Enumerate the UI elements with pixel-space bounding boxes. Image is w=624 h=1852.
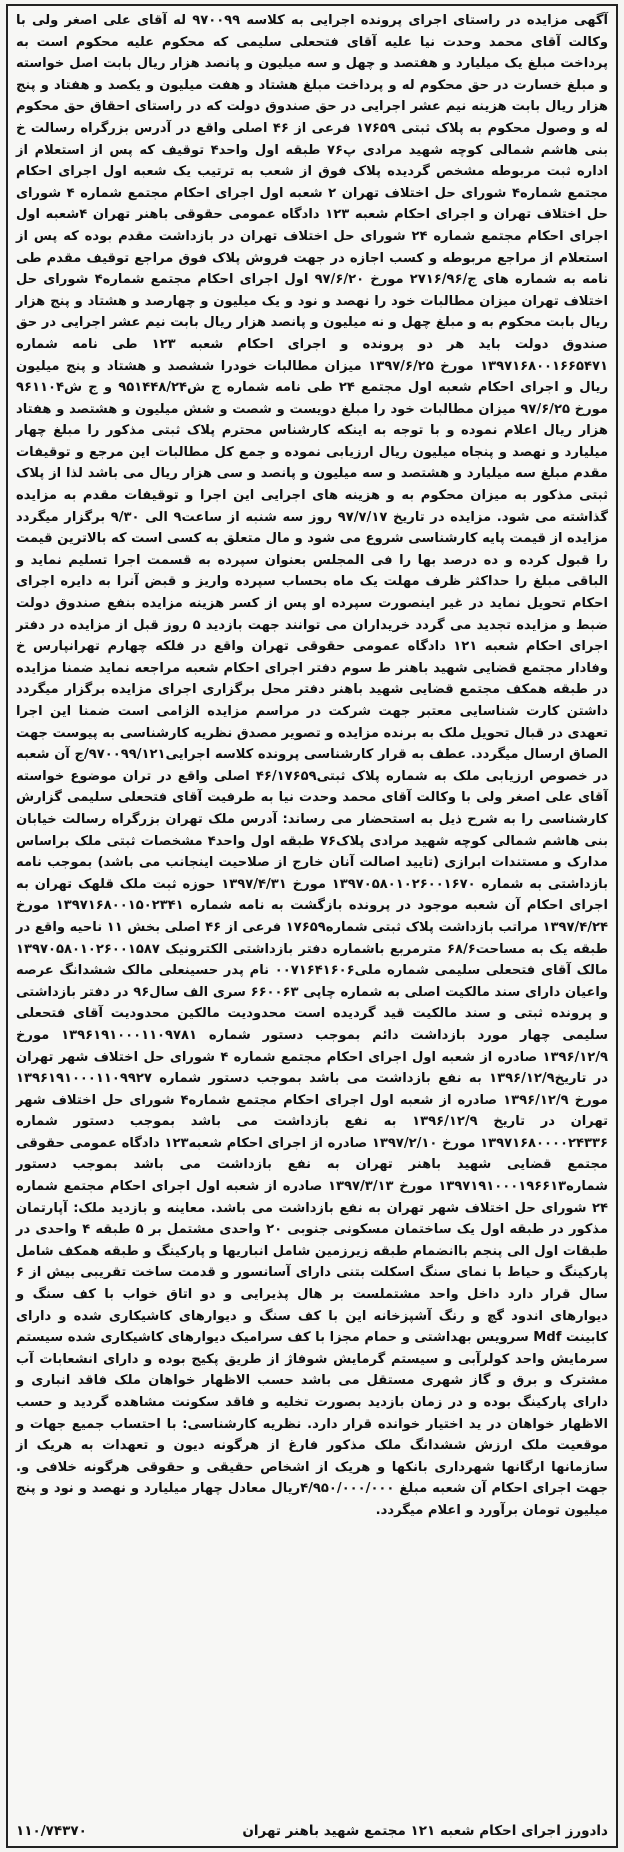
issuer-signature-line: دادورز اجرای احکام شعبه ۱۲۱ مجتمع شهید باهنر تهران [242, 1823, 608, 1839]
notice-body-text: آگهی مزایده در راستای اجرای پرونده اجرایی به کلاسه ۹۷۰۰۹۹ له آقای علی اصغر ولی با وکالت آقای محمد وحدت نیا علیه آقای فتحعلی سلیمی که محکوم علیه محکوم است به پرداخت مبلغ یک میلیارد و هفتصد و چهل و سه میلیون و پانصد هزار ریال بابت اصل خواسته و مبلغ خسارت در حق محکوم له و پرداخت مبلغ هشتاد و هفت میلیون و یکصد و هفتاد و پنج هزار ریال بابت هزینه نیم عشر اجرایی در حق صندوق دولت که در راستای احقاق حق محکوم له و وصول محکوم به پلاک ثبتی ۱۷۶۵۹ فرعی از ۴۶ اصلی واقع در آدرس بزرگراه رسالت خ بنی هاشم شمالی کوچه شهید مرادی پ۷۶ طبقه اول واحد۴ توقیف که پس از استعلام از اداره ثبت مربوطه مشخص گردیده پلاک فوق از شعب به ترتیب یک شعبه اول اجرای احکام مجتمع شماره۴ شورای حل اختلاف تهران ۲ شعبه اول اجرای احکام مجتمع شماره ۴ شورای حل اختلاف تهران و اجرای احکام شعبه ۱۲۳ دادگاه عمومی حقوقی باهنر تهران ۴شعبه اول اجرای احکام مجتمع شماره ۲۴ شورای حل اختلاف تهران در بازداشت مقدم بوده که پس از استعلام از مراجع مربوطه و کسب اجازه در جهت فروش پلاک فوق مراجع توقیف مقدم طی نامه به شماره های ج/۲۷۱۶/۹۶ مورخ ۹۷/۶/۲۰ اول اجرای احکام مجتمع شماره۴ شورای حل اختلاف تهران میزان مطالبات خود را نهصد و نود و یک میلیون و چهارصد و هشتاد و پنج هزار ریال بابت محکوم به و مبلغ چهل و نه میلیون و پانصد هزار ریال بابت نیم عشر اجرایی در حق صندوق دولت باید هر دو پرونده و اجرای احکام شعبه ۱۲۳ طی نامه شماره ۱۳۹۷۱۶۸۰۰۱۶۶۵۴۷۱ مورخ ۱۳۹۷/۶/۲۵ میزان مطالبات خودرا ششصد و هشتاد و پنج میلیون ریال و اجرای احکام شعبه اول مجتمع ۲۴ طی نامه شماره ج ش۹۵۱۴۴۸/۲۴ و ج ش۹۶۱۱۰۴ مورخ ۹۷/۶/۲۵ میزان مطالبات خود را مبلغ دویست و شصت و شش میلیون و هشتصد و هفتاد هزار ریال اعلام نموده و با توجه به اینکه کارشناس محترم پلاک ثبتی مذکور را مبلغ چهار میلیارد و نهصد و پنجاه میلیون ریال ارزیابی نموده و جمع کل مطالبات این مرجع و توقیفات مقدم مبلغ سه میلیارد و هشتصد و سه میلیون و پانصد و سی هزار ریال می باشد لذا از پلاک ثبتی مذکور به میزان محکوم به و هزینه های اجرایی این اجرا و توقیفات مقدم به مزایده گذاشته می شود. مزایده در تاریخ ۹۷/۷/۱۷ روز سه شنبه از ساعت۹ الی ۹/۳۰ برگزار میگردد مزایده از قیمت پایه کارشناسی شروع می شود و مال متعلق به کسی است که بالاترین قیمت را قبول کرده و ده درصد بها را فی المجلس بعنوان سپرده به قسمت اجرا تسلیم نماید و الباقی مبلغ را حداکثر ظرف مهلت یک ماه بحساب سپرده واریز و قبض آنرا به دایره اجرای احکام تحویل نماید در غیر اینصورت سپرده او پس از کسر هزینه مزایده بنفع صندوق دولت ضبط و مزایده تجدید می گردد خریداران می توانند جهت بازدید ۵ روز قبل از مزایده در دفتر اجرای احکام شعبه ۱۲۱ دادگاه عمومی حقوقی تهران واقع در فلکه چهارم تهرانپارس خ وفادار مجتمع قضایی شهید باهنر ط سوم دفتر اجرای احکام شعبه مراجعه نماید ضمنا مزایده در طبقه همکف مجتمع قضایی شهید باهنر دفتر محل برگزاری اجرای مزایده برگزار میگردد داشتن کارت شناسایی معتبر جهت شرکت در مراسم مزایده الزامی است ضمنا این اجرا تعهدی در قبال تحویل ملک به برنده مزایده و تصویر مصدق نظریه کارشناسی به پیوست جهت الصاق ارسال میگردد. عطف به قرار کارشناسی پرونده کلاسه اجرایی۹۷۰۰۹۹/۱۲۱/ج آن شعبه در خصوص ارزیابی ملک به شماره پلاک ثبتی۴۶/۱۷۶۵۹ اصلی واقع در تران موضوع خواسته آقای علی اصغر ولی با وکالت آقای محمد وحدت نیا به طرفیت آقای فتحعلی سلیمی گزارش کارشناسی را به شرح ذیل به استحضار می رساند: آدرس ملک تهران بزرگراه رسالت خیابان بنی هاشم شمالی کوچه شهید مرادی پلاک۷۶ طبقه اول واحد۴ مشخصات ثبتی ملک براساس مدارک و مستندات ابرازی (تایید اصالت آنان خارج از صلاحیت اینجانب می باشد) بموجب نامه بازداشتی به شماره ۱۳۹۷۰۵۸۰۱۰۲۶۰۰۱۶۷۰ مورخ ۱۳۹۷/۴/۳۱ حوزه ثبت ملک قلهک تهران به اجرای احکام آن شعبه موجود در پرونده بازگشت به نامه شماره ۱۳۹۷۱۶۸۰۰۱۵۰۲۳۴۱ مورخ ۱۳۹۷/۴/۲۴ مراتب بازداشت پلاک ثبتی شماره۱۷۶۵۹ فرعی از ۴۶ اصلی بخش ۱۱ ناحیه واقع در طبقه یک به مساحت۶۸/۶ مترمربع باشماره دفتر بازداشتی الکترونیک ۱۳۹۷۰۵۸۰۱۰۲۶۰۰۱۵۸۷ مالک آقای فتحعلی سلیمی شماره ملی۰۰۷۱۶۴۱۶۰۶ نام پدر حسینعلی مالک ششدانگ عرصه واعیان دارای سند مالکیت اصلی به شماره چاپی ۶۶۰۰۶۳ سری الف سال۹۶ در دفتر بازداشتی و پرونده ثبتی و سند مالکیت قید گردیده است محدودیت مالکین محدودیت آقای فتحعلی سلیمی چهار مورد بازداشت دائم بموجب دستور شماره ۱۳۹۶۱۹۱۰۰۰۱۱۰۹۷۸۱ مورخ ۱۳۹۶/۱۲/۹ صادره از شعبه اول اجرای احکام مجتمع شماره ۴ شورای حل اختلاف شهر تهران در تاریخ۱۳۹۶/۱۲/۹ به نفع بازداشت می باشد بموجب دستور شماره ۱۳۹۶۱۹۱۰۰۰۱۱۰۹۹۲۷ مورخ ۱۳۹۶/۱۲/۹ صادره از شعبه اول اجرای احکام مجتمع شماره۴ شورای حل اختلاف شهر تهران در تاریخ ۱۳۹۶/۱۲/۹ به نفع بازداشت می باشد بموجب دستور شماره ۱۳۹۷۱۶۸۰۰۰۰۲۴۳۳۶ مورخ ۱۳۹۷/۲/۱۰ صادره از اجرای احکام شعبه۱۲۳ دادگاه عمومی حقوقی مجتمع قضایی شهید باهنر تهران به نفع بازداشت می باشد بموجب دستور شماره۱۳۹۷۱۹۱۰۰۰۱۹۶۶۱۳ مورخ ۱۳۹۷/۳/۱۳ صادره از شعبه اول اجرای احکام مجتمع شماره ۲۴ شورای حل اختلاف شهر تهران به نفع بازداشت می باشد. معاینه و بازدید ملک: آپارتمان مذکور در طبقه اول یک ساختمان مسکونی جنوبی ۲۰ واحدی مشتمل بر ۵ طبقه ۴ واحدی در طبقات اول الی پنجم باانضمام طبقه زیرزمین شامل انباریها و پارکینگ و طبقه همکف شامل پارکینگ و حیاط با نمای سنگ اسکلت بتنی دارای آسانسور و قدمت ساخت تقریبی بیش از ۶ سال قرار دارد داخل واحد مشتملست بر هال پذیرایی و دو اتاق خواب با کف سنگ و دیوارهای اندود گچ و رنگ آشپزخانه این با کف سنگ و دیوارهای کاشیکاری شده و دارای کابینت Mdf سرویس بهداشتی و حمام مجزا با کف سرامیک دیوارهای کاشیکاری شده سیستم سرمایش واحد کولرآبی و سیستم گرمایش شوفاژ از طریق پکیج بوده و دارای انشعابات آب مشترک و برق و گاز شهری مستقل می باشد حسب الاظهار خواهان ملک فاقد انباری و دارای پارکینگ بوده و در زمان بازدید بصورت تخلیه و فاقد سکونت مشاهده گردید و حسب الاظهار خواهان در ید اختیار خوانده قرار دارد. نظریه کارشناسی: با احتساب جمیع جهات و موقعیت ملک ارزش ششدانگ ملک مذکور فارغ از هرگونه دیون و تعهدات به هریک از سازمانها ارگانها شهرداری بانکها و هریک از اشخاص حقیقی و حقوقی هرگونه خلافی و. جهت اجرای احکام آن شعبه مبلغ ۴/۹۵۰/۰۰۰/۰۰۰ریال معادل چهار میلیارد و نهصد و نود و پنج میلیون تومان برآورد و اعلام میگردد. [16, 13, 609, 1518]
notice-footer [16, 1820, 608, 1842]
auction-notice [6, 4, 618, 1848]
reference-number: ۱۱۰/۷۴۳۷۰ [16, 1823, 87, 1839]
